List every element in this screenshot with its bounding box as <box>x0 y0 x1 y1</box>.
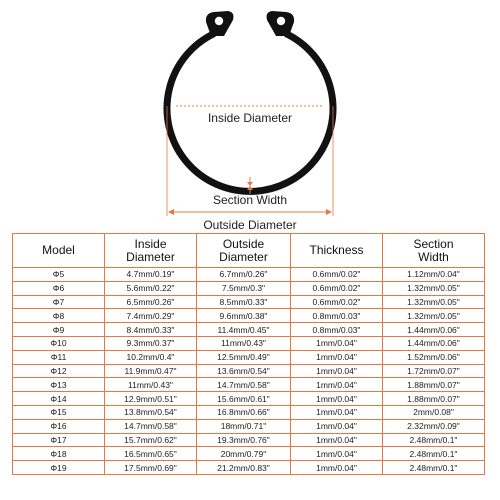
section-width-cell: 1.88mm/0.07" <box>383 378 485 392</box>
section-width-cell: 1.32mm/0.05" <box>383 295 485 309</box>
inside-diameter-cell: 16.5mm/0.65" <box>105 447 197 461</box>
model-cell: Φ11 <box>13 350 105 364</box>
table-row <box>13 433 485 447</box>
outside-diameter-cell: 9.6mm/0.38" <box>197 309 291 323</box>
section-width-header <box>383 234 485 268</box>
header-text: Inside <box>134 236 167 251</box>
header-text: Section <box>413 236 454 251</box>
section-width-cell: 1.32mm/0.05" <box>383 309 485 323</box>
thickness-cell: 1mm/0.04" <box>291 405 383 419</box>
outside-diameter-cell: 11mm/0.43" <box>197 336 291 350</box>
outside-diameter-cell: 8.5mm/0.33" <box>197 295 291 309</box>
table-row <box>13 447 485 461</box>
retaining-ring-diagram <box>0 0 500 232</box>
outside-diameter-cell: 12.5mm/0.49" <box>197 350 291 364</box>
inside-diameter-cell: 14.7mm/0.58" <box>105 419 197 433</box>
table-row <box>13 364 485 378</box>
thickness-header <box>291 234 383 268</box>
thickness-cell: 1mm/0.04" <box>291 419 383 433</box>
thickness-cell: 1mm/0.04" <box>291 336 383 350</box>
header-row <box>13 234 485 268</box>
inside-diameter-cell: 10.2mm/0.4" <box>105 350 197 364</box>
table-row <box>13 295 485 309</box>
left-lug-hole <box>215 17 223 25</box>
thickness-cell: 0.8mm/0.03" <box>291 309 383 323</box>
inside-diameter-cell: 17.5mm/0.69" <box>105 461 197 475</box>
table-row <box>13 336 485 350</box>
inside-diameter-cell: 13.8mm/0.54" <box>105 405 197 419</box>
thickness-cell: 0.6mm/0.02" <box>291 295 383 309</box>
model-cell: Φ16 <box>13 419 105 433</box>
header-text: Model <box>42 243 75 257</box>
outside-diameter-cell: 7.5mm/0.3" <box>197 281 291 295</box>
outside-diameter-cell: 13.6mm/0.54" <box>197 364 291 378</box>
spec-table-header <box>13 234 485 268</box>
header-text: Thickness <box>309 243 364 257</box>
inside-diameter-header <box>105 234 197 268</box>
right-lug-hole <box>277 17 285 25</box>
model-cell: Φ10 <box>13 336 105 350</box>
table-row <box>13 281 485 295</box>
table-row <box>13 268 485 282</box>
outside-diameter-cell: 15.6mm/0.61" <box>197 392 291 406</box>
model-cell: Φ5 <box>13 268 105 282</box>
section-width-cell: 1.72mm/0.07" <box>383 364 485 378</box>
left-lug <box>206 11 234 36</box>
inside-diameter-cell: 15.7mm/0.62" <box>105 433 197 447</box>
model-cell: Φ7 <box>13 295 105 309</box>
thickness-cell: 1mm/0.04" <box>291 364 383 378</box>
table-row <box>13 419 485 433</box>
table-row <box>13 461 485 475</box>
section-width-cell: 2mm/0.08" <box>383 405 485 419</box>
section-width-cell: 2.48mm/0.1" <box>383 447 485 461</box>
section-width-cell: 1.88mm/0.07" <box>383 392 485 406</box>
model-cell: Φ15 <box>13 405 105 419</box>
outside-diameter-label: Outside Diameter <box>203 218 297 232</box>
model-cell: Φ6 <box>13 281 105 295</box>
thickness-cell: 1mm/0.04" <box>291 350 383 364</box>
section-width-cell: 1.12mm/0.04" <box>383 268 485 282</box>
model-cell: Φ14 <box>13 392 105 406</box>
section-width-cell: 2.32mm/0.09" <box>383 419 485 433</box>
outside-diameter-cell: 6.7mm/0.26" <box>197 268 291 282</box>
thickness-cell: 1mm/0.04" <box>291 378 383 392</box>
section-width-cell: 1.44mm/0.06" <box>383 336 485 350</box>
table-row <box>13 405 485 419</box>
thickness-cell: 0.8mm/0.03" <box>291 323 383 337</box>
outside-diameter-cell: 11.4mm/0.45" <box>197 323 291 337</box>
thickness-cell: 0.6mm/0.02" <box>291 268 383 282</box>
outside-diameter-cell: 16.8mm/0.66" <box>197 405 291 419</box>
outside-diameter-header <box>197 234 291 268</box>
header-text: Outside <box>222 236 265 251</box>
inside-diameter-cell: 8.4mm/0.33" <box>105 323 197 337</box>
table-row <box>13 378 485 392</box>
thickness-cell: 0.6mm/0.02" <box>291 281 383 295</box>
outside-diameter-cell: 18mm/0.71" <box>197 419 291 433</box>
model-cell: Φ18 <box>13 447 105 461</box>
outside-diameter-cell: 19.3mm/0.76" <box>197 433 291 447</box>
spec-table <box>12 233 485 475</box>
inside-diameter-cell: 12.9mm/0.51" <box>105 392 197 406</box>
inside-diameter-cell: 5.6mm/0.22" <box>105 281 197 295</box>
header-text: Diameter <box>126 249 175 264</box>
section-width-label: Section Width <box>212 193 288 207</box>
thickness-cell: 1mm/0.04" <box>291 447 383 461</box>
thickness-cell: 1mm/0.04" <box>291 433 383 447</box>
outside-diameter-cell: 20mm/0.79" <box>197 447 291 461</box>
model-cell: Φ13 <box>13 378 105 392</box>
model-cell: Φ17 <box>13 433 105 447</box>
section-width-cell: 1.32mm/0.05" <box>383 281 485 295</box>
outside-diameter-cell: 14.7mm/0.58" <box>197 378 291 392</box>
inside-diameter-cell: 11mm/0.43" <box>105 378 197 392</box>
inside-diameter-cell: 6.5mm/0.26" <box>105 295 197 309</box>
section-width-cell: 2.48mm/0.1" <box>383 461 485 475</box>
model-cell: Φ9 <box>13 323 105 337</box>
inside-diameter-cell: 11.9mm/0.47" <box>105 364 197 378</box>
inside-diameter-cell: 4.7mm/0.19" <box>105 268 197 282</box>
section-width-cell: 1.52mm/0.06" <box>383 350 485 364</box>
table-row <box>13 323 485 337</box>
inside-diameter-cell: 9.3mm/0.37" <box>105 336 197 350</box>
model-cell: Φ12 <box>13 364 105 378</box>
table-row <box>13 392 485 406</box>
model-cell: Φ8 <box>13 309 105 323</box>
outside-diameter-cell: 21.2mm/0.83" <box>197 461 291 475</box>
table-row <box>13 309 485 323</box>
right-lug <box>267 11 295 36</box>
table-row <box>13 350 485 364</box>
thickness-cell: 1mm/0.04" <box>291 461 383 475</box>
header-text: Width <box>418 249 449 264</box>
model-header <box>13 234 105 268</box>
header-text: Diameter <box>219 249 268 264</box>
spec-table-body <box>13 268 485 475</box>
section-width-cell: 2.48mm/0.1" <box>383 433 485 447</box>
model-cell: Φ19 <box>13 461 105 475</box>
inside-diameter-cell: 7.4mm/0.29" <box>105 309 197 323</box>
section-width-cell: 1.44mm/0.06" <box>383 323 485 337</box>
inside-diameter-label: Inside Diameter <box>207 111 293 125</box>
thickness-cell: 1mm/0.04" <box>291 392 383 406</box>
